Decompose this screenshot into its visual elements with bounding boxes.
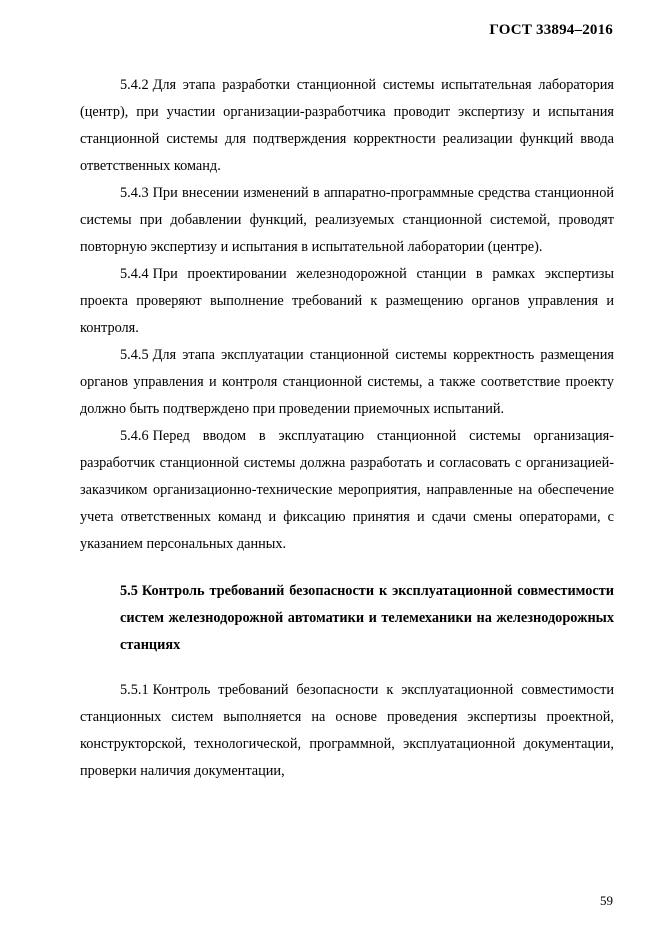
- clause-text: При проектировании железнодорожной станции в рамках экспертизы проекта проверяют выполнение требований к размещению органов управления и контроля.: [80, 266, 614, 336]
- paragraph-5-4-2: [80, 72, 614, 180]
- paragraph-5-4-4: [80, 261, 614, 342]
- section-heading-5-5: [80, 578, 614, 659]
- section-number: 5.5: [120, 583, 138, 599]
- clause-number: 5.4.6: [120, 428, 149, 444]
- page-body: [80, 72, 614, 785]
- clause-number: 5.5.1: [120, 682, 149, 698]
- paragraph-5-4-6: [80, 423, 614, 558]
- clause-number: 5.4.5: [120, 347, 149, 363]
- clause-number: 5.4.4: [120, 266, 149, 282]
- clause-number: 5.4.2: [120, 77, 149, 93]
- clause-text: Контроль требований безопасности к эксплуатационной совместимости станционных систем выполняется на основе проведения экспертизы проектной, конструкторской, технологической, программной, эксплуатационной документации, проверки наличия документации,: [80, 682, 614, 779]
- paragraph-5-5-1: [80, 677, 614, 785]
- clause-number: 5.4.3: [120, 185, 149, 201]
- paragraph-5-4-3: [80, 180, 614, 261]
- paragraph-5-4-5: [80, 342, 614, 423]
- section-title: Контроль требований безопасности к эксплуатационной совместимости систем железнодорожной автоматики и телемеханики на железнодорожных станциях: [120, 583, 614, 653]
- clause-text: Для этапа эксплуатации станционной системы корректность размещения органов управления и контроля станционной системы, а также соответствие проекту должно быть подтверждено при проведении приемочных испытаний.: [80, 347, 614, 417]
- document-code: ГОСТ 33894–2016: [489, 22, 613, 38]
- page-number: 59: [600, 893, 613, 908]
- clause-text: При внесении изменений в аппаратно-программные средства станционной системы при добавлении функций, реализуемых станционной системой, проводят повторную экспертизу и испытания в испытательной лаборатории (центре).: [80, 185, 614, 255]
- clause-text: Перед вводом в эксплуатацию станционной системы организация-разработчик станционной системы должна разработать и согласовать с организацией-заказчиком организационно-технические мероприятия, направленные на обеспечение учета ответственных команд и фиксацию принятия и сдачи смены операторами, с указанием персональных данных.: [80, 428, 614, 552]
- clause-text: Для этапа разработки станционной системы испытательная лаборатория (центр), при участии организации-разработчика проводит экспертизу и испытания станционной системы для подтверждения корректности реализации функций ввода ответственных команд.: [80, 77, 614, 174]
